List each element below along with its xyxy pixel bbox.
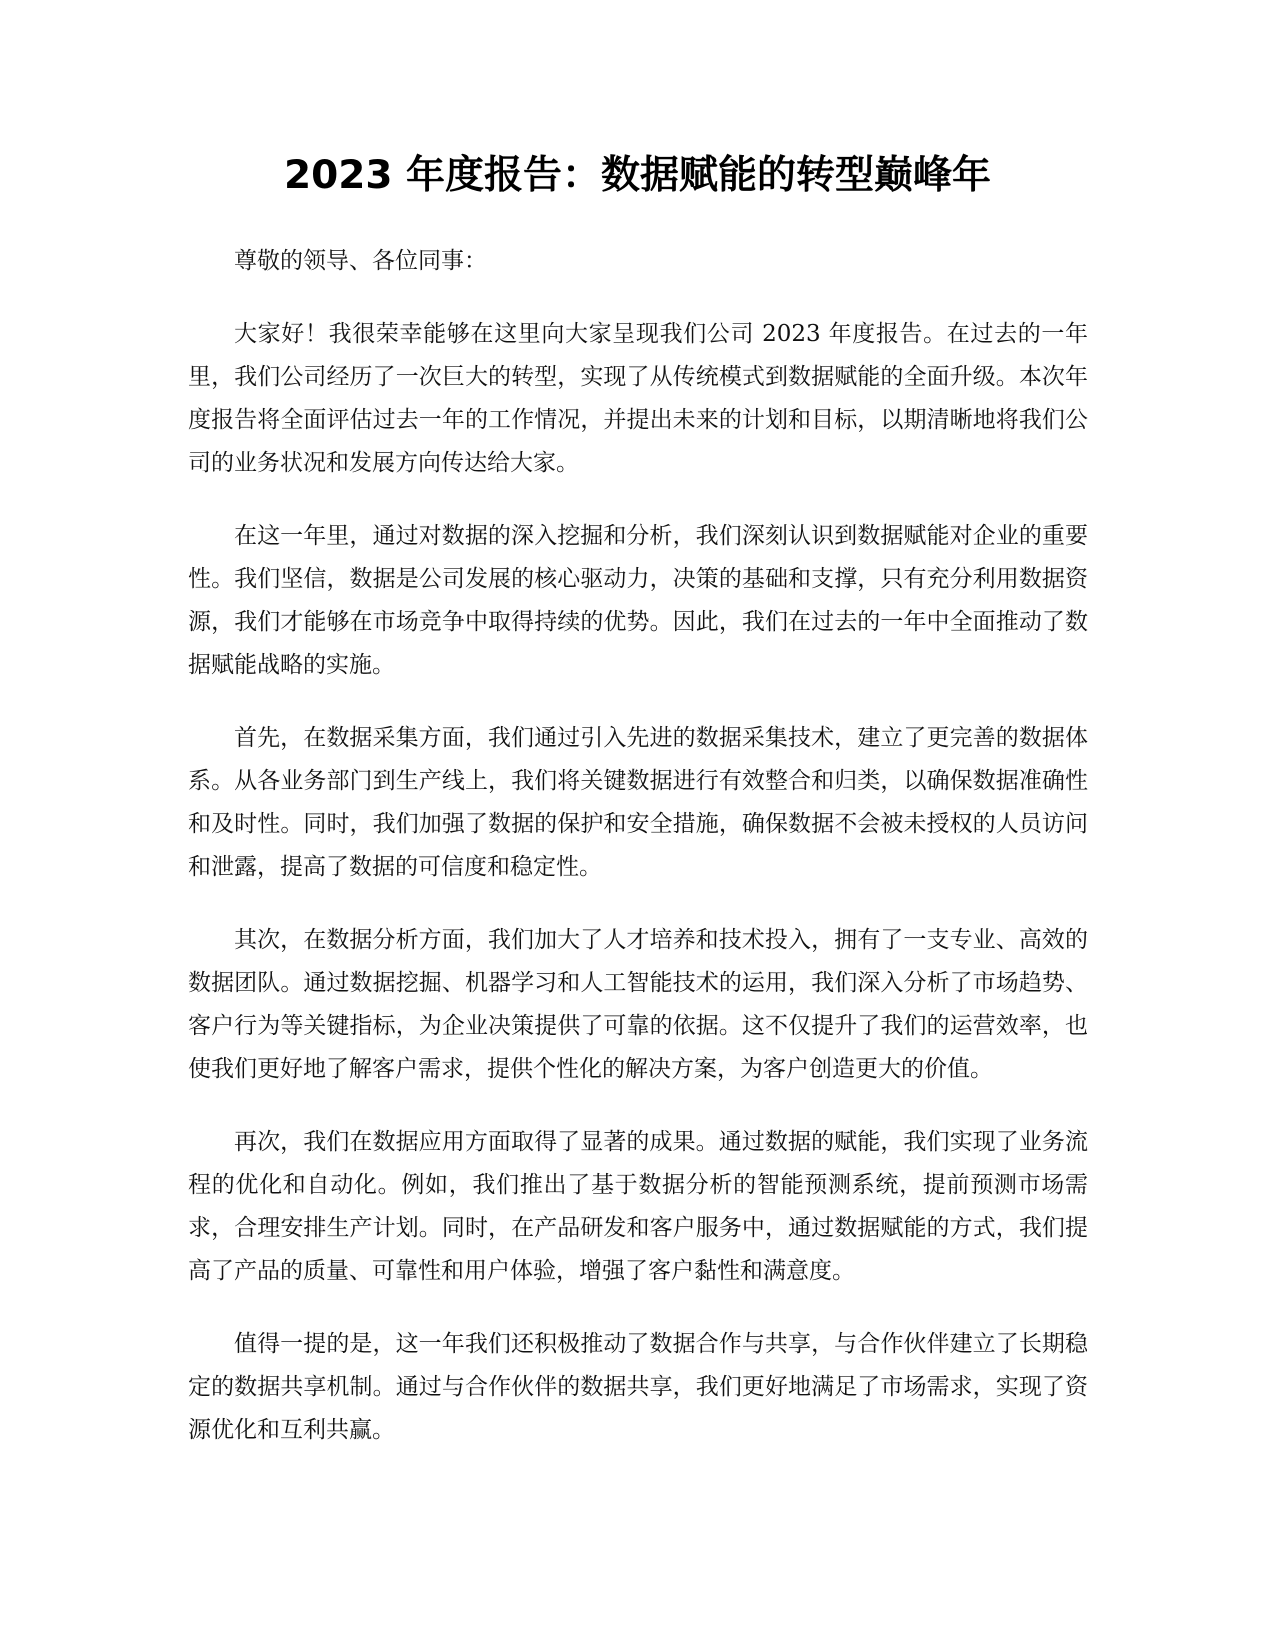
data-importance-paragraph: 在这一年里，通过对数据的深入挖掘和分析，我们深刻认识到数据赋能对企业的重要性。我们坚信，数据是公司发展的核心驱动力，决策的基础和支撑，只有充分利用数据资源，我们才能够在市场竞争中取得持续的优势。因此，我们在过去的一年中全面推动了数据赋能战略的实施。 — [188, 523, 1088, 678]
data-sharing-paragraph: 值得一提的是，这一年我们还积极推动了数据合作与共享，与合作伙伴建立了长期稳定的数据共享机制。通过与合作伙伴的数据共享，我们更好地满足了市场需求，实现了资源优化和互利共赢。 — [188, 1331, 1088, 1443]
document-title: 2023 年度报告：数据赋能的转型巅峰年 — [283, 153, 992, 198]
data-collection-paragraph: 首先，在数据采集方面，我们通过引入先进的数据采集技术，建立了更完善的数据体系。从各业务部门到生产线上，我们将关键数据进行有效整合和归类，以确保数据准确性和及时性。同时，我们加强了数据的保护和安全措施，确保数据不会被未授权的人员访问和泄露，提高了数据的可信度和稳定性。 — [188, 725, 1088, 880]
intro-paragraph: 大家好！我很荣幸能够在这里向大家呈现我们公司 2023 年度报告。在过去的一年里，我们公司经历了一次巨大的转型，实现了从传统模式到数据赋能的全面升级。本次年度报告将全面评估过去一年的工作情况，并提出未来的计划和目标，以期清晰地将我们公司的业务状况和发展方向传达给大家。 — [188, 321, 1088, 476]
salutation-paragraph: 尊敬的领导、各位同事： — [234, 248, 487, 274]
data-analysis-paragraph: 其次，在数据分析方面，我们加大了人才培养和技术投入，拥有了一支专业、高效的数据团队。通过数据挖掘、机器学习和人工智能技术的运用，我们深入分析了市场趋势、客户行为等关键指标，为企业决策提供了可靠的依据。这不仅提升了我们的运营效率，也使我们更好地了解客户需求，提供个性化的解决方案，为客户创造更大的价值。 — [188, 927, 1088, 1082]
document-body — [188, 240, 1088, 1482]
data-application-paragraph: 再次，我们在数据应用方面取得了显著的成果。通过数据的赋能，我们实现了业务流程的优化和自动化。例如，我们推出了基于数据分析的智能预测系统，提前预测市场需求，合理安排生产计划。同时，在产品研发和客户服务中，通过数据赋能的方式，我们提高了产品的质量、可靠性和用户体验，增强了客户黏性和满意度。 — [188, 1129, 1088, 1284]
